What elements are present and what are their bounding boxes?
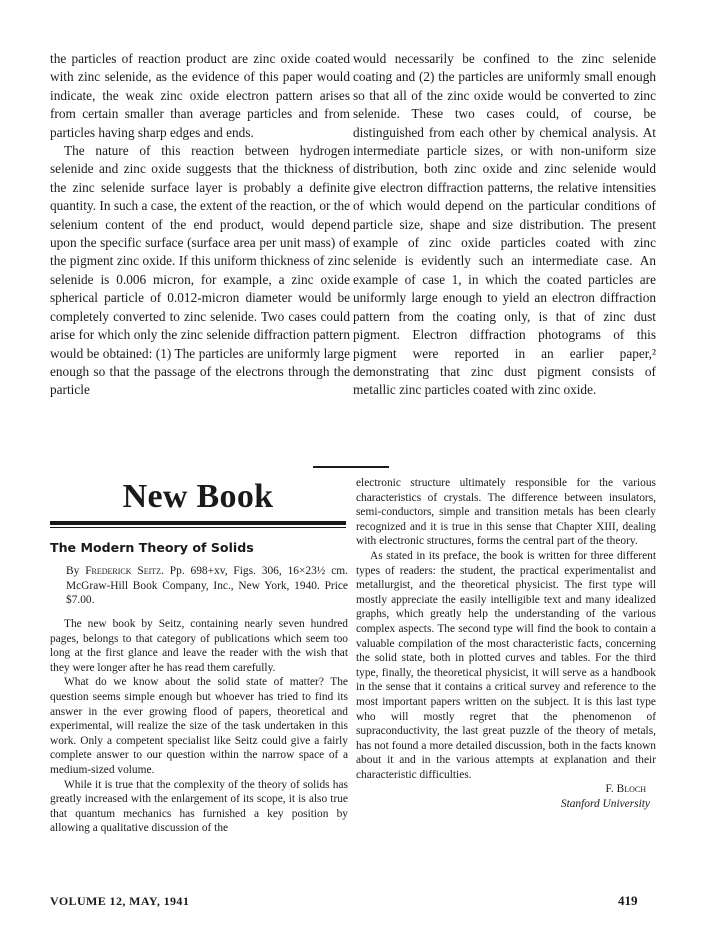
citation-author: Frederick Seitz bbox=[85, 565, 162, 577]
book-citation bbox=[66, 564, 348, 608]
review-column-right bbox=[356, 476, 656, 812]
reviewer-affiliation-line bbox=[356, 797, 656, 812]
journal-footer: VOLUME 12, MAY, 1941 bbox=[50, 894, 190, 908]
article-paragraph: would necessarily be confined to the zinc selenide coating and (2) the particles are uniformly small enough so that all of the zinc oxide would be converted to zinc selenide. These two cases could, of course, be distinguished from each other by chemical analysis. At intermediate particle sizes, or with non-uniform size distribution, both zinc oxide and zinc selenide would give electron diffraction patterns, the relative intensities of which would depend on the particular conditions of particle size, shape and size distribution. The present example of zinc oxide particles coated with zinc selenide is evidently such an intermediate case. An example of case 1, in which the coated particles are uniformly large enough to yield an electron diffraction pattern from the coating only, is that of zinc dust pigment. Electron diffraction photograms of this pigment were reported in an earlier paper,² demonstrating that zinc dust pigment consists of metallic zinc particles coated with zinc oxide. bbox=[353, 51, 656, 398]
book-title: The Modern Theory of Solids bbox=[50, 540, 254, 555]
review-paragraph: While it is true that the complexity of the theory of solids has greatly increased with the enlargement of its scope, it is also true that quantum mechanics has furnished a key position by allowing a qualitative discussion of the bbox=[50, 778, 348, 835]
review-paragraph: electronic structure ultimately responsible for the various characteristics of crystals. The difference between insulators, semi-conductors, simple and transition metals has been clearly recognized and it is true in this sense that Chapter XIII, dealing with electronic structures, forms the central part of the theory. bbox=[356, 477, 656, 548]
article-paragraph: The nature of this reaction between hydrogen selenide and zinc oxide suggests that the thickness of the zinc selenide surface layer is probably a definite quantity. In such a case, the extent of the reaction, or the selenium content of the end product, would depend upon the specific surface (surface area per unit mass) of the pigment zinc oxide. If this uniform thickness of zinc selenide is 0.006 micron, for example, a zinc oxide spherical particle of 0.012-micron diameter would be completely converted to zinc selenide. Two cases could arise for which only the zinc selenide diffraction pattern would be obtained: (1) The particles are uniformly large enough so that the passage of the electrons through the particle bbox=[50, 143, 350, 398]
heading-rule-thick bbox=[50, 521, 346, 525]
review-paragraph: As stated in its preface, the book is written for three different types of readers: the student, the practical experimentalist and metallurgist, and the theoretical physicist. The first type will mostly appreciate the easily intelligible text and many idealized graphs, which greatly help the understanding of the various complex aspects. The second type will find the book to contain a valuable compilation of the most characteristic facts, concerning the solid state, both in plotted curves and tables. For the third type, finally, the theoretical physicist, it will serve as a handbook in the sense that it contains a critical survey and reference to the most important papers written on the subject. It is this last type who will mostly regret that the phenomenon of supraconductivity, the last great puzzle of the theory of metals, has not found a more detailed discussion, both in the facts known about it and in the various attempts at explanation and their characteristic difficulties. bbox=[356, 549, 656, 781]
citation-details: . Pp. 698+xv, Figs. 306, 16×23½ cm. McGraw-Hill Book Company, Inc., New York, 1940. Price $7.00. bbox=[66, 565, 348, 607]
review-column-left bbox=[50, 617, 348, 836]
reviewer-name: F. Bloch bbox=[605, 783, 646, 796]
reviewer-affiliation: Stanford University bbox=[560, 798, 650, 811]
article-column-left bbox=[50, 50, 350, 400]
citation-by: By bbox=[66, 565, 80, 577]
article-column-right bbox=[353, 50, 656, 400]
article-paragraph: the particles of reaction product are zinc oxide coated with zinc selenide, as the evidence of this paper would indicate, the weak zinc oxide electron pattern arises from certain smaller than average particles and from particles having sharp edges and ends. bbox=[50, 51, 350, 140]
page-number: 419 bbox=[618, 893, 638, 908]
section-divider bbox=[313, 466, 389, 468]
section-heading: New Book bbox=[122, 478, 274, 515]
reviewer-signature bbox=[356, 782, 656, 797]
heading-rule-thin bbox=[50, 527, 346, 528]
review-paragraph: What do we know about the solid state of matter? The question seems simple enough but whoever has tried to find its answer in the ever growing flood of papers, theoretical and experimental, will realize the size of the task undertaken in this work. Only a competent specialist like Seitz could give a fairly complete answer to our question within the narrow space of a medium-sized volume. bbox=[50, 676, 348, 776]
review-paragraph: The new book by Seitz, containing nearly seven hundred pages, belongs to that category of publications which seem too long at the first glance and leave the reader with the wish that they were longer after he has read them carefully. bbox=[50, 618, 348, 674]
